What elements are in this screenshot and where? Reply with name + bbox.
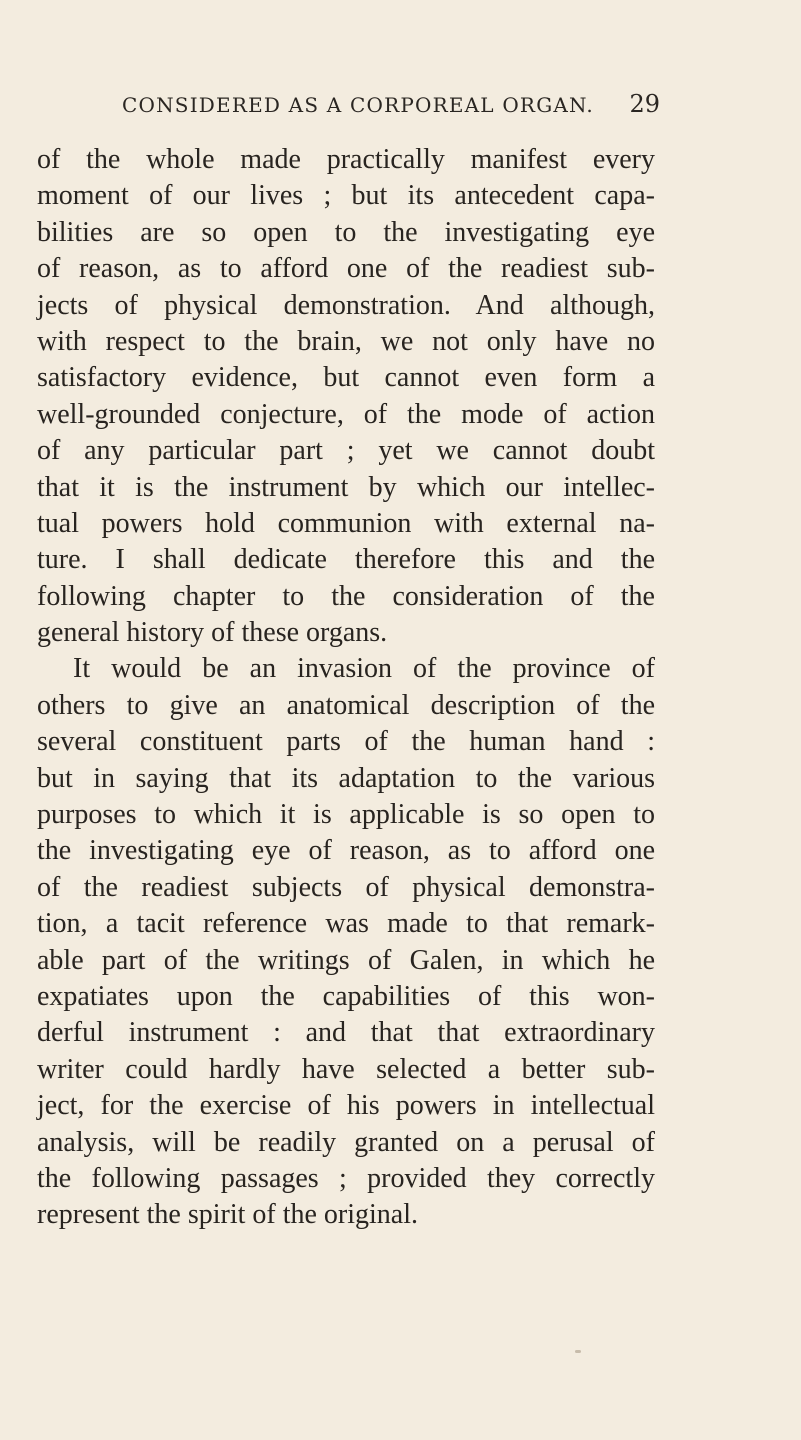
text-line: ject, for the exercise of his powers in intellectual — [37, 1090, 655, 1122]
text-line: with respect to the brain, we not only have no — [37, 325, 655, 357]
text-line: the investigating eye of reason, as to afford one — [37, 835, 655, 867]
text-line: derful instrument : and that that extraordinary — [37, 1017, 655, 1049]
text-line: the following passages ; provided they correctly — [37, 1162, 655, 1194]
running-head: CONSIDERED AS A CORPOREAL ORGAN. — [122, 93, 594, 117]
text-line: ture. I shall dedicate therefore this and the — [37, 544, 655, 576]
text-line: that it is the instrument by which our intellec- — [37, 471, 655, 503]
text-line: others to give an anatomical description of the — [37, 689, 655, 721]
text-line: writer could hardly have selected a better sub- — [37, 1053, 655, 1085]
body-text — [37, 142, 655, 1234]
text-line: tual powers hold communion with external na- — [37, 507, 655, 539]
text-line: tion, a tacit reference was made to that remark- — [37, 908, 655, 940]
text-line: It would be an invasion of the province of — [73, 653, 655, 685]
text-line: of reason, as to afford one of the readiest sub- — [37, 253, 655, 285]
paper-speck — [575, 1350, 581, 1353]
text-line: bilities are so open to the investigating eye — [37, 216, 655, 248]
text-line: following chapter to the consideration of the — [37, 580, 655, 612]
text-line: purposes to which it is applicable is so open to — [37, 799, 655, 831]
text-line: general history of these organs. — [37, 617, 388, 649]
page-number: 29 — [629, 90, 660, 118]
text-line: jects of physical demonstration. And although, — [37, 289, 655, 321]
text-line: of the whole made practically manifest every — [37, 144, 655, 175]
text-line: expatiates upon the capabilities of this won- — [37, 980, 655, 1012]
text-line: satisfactory evidence, but cannot even form a — [37, 362, 655, 394]
text-line: moment of our lives ; but its antecedent capa- — [37, 180, 655, 212]
text-line: of any particular part ; yet we cannot doubt — [37, 435, 655, 467]
text-line: but in saying that its adaptation to the various — [37, 762, 655, 794]
text-line: several constituent parts of the human hand : — [37, 726, 655, 758]
text-line: analysis, will be readily granted on a perusal of — [37, 1126, 655, 1158]
text-line: represent the spirit of the original. — [37, 1199, 418, 1231]
text-line: well-grounded conjecture, of the mode of action — [37, 398, 655, 430]
text-line: able part of the writings of Galen, in which he — [37, 944, 655, 976]
page-header — [122, 90, 660, 127]
text-line: of the readiest subjects of physical demonstra- — [37, 871, 655, 903]
